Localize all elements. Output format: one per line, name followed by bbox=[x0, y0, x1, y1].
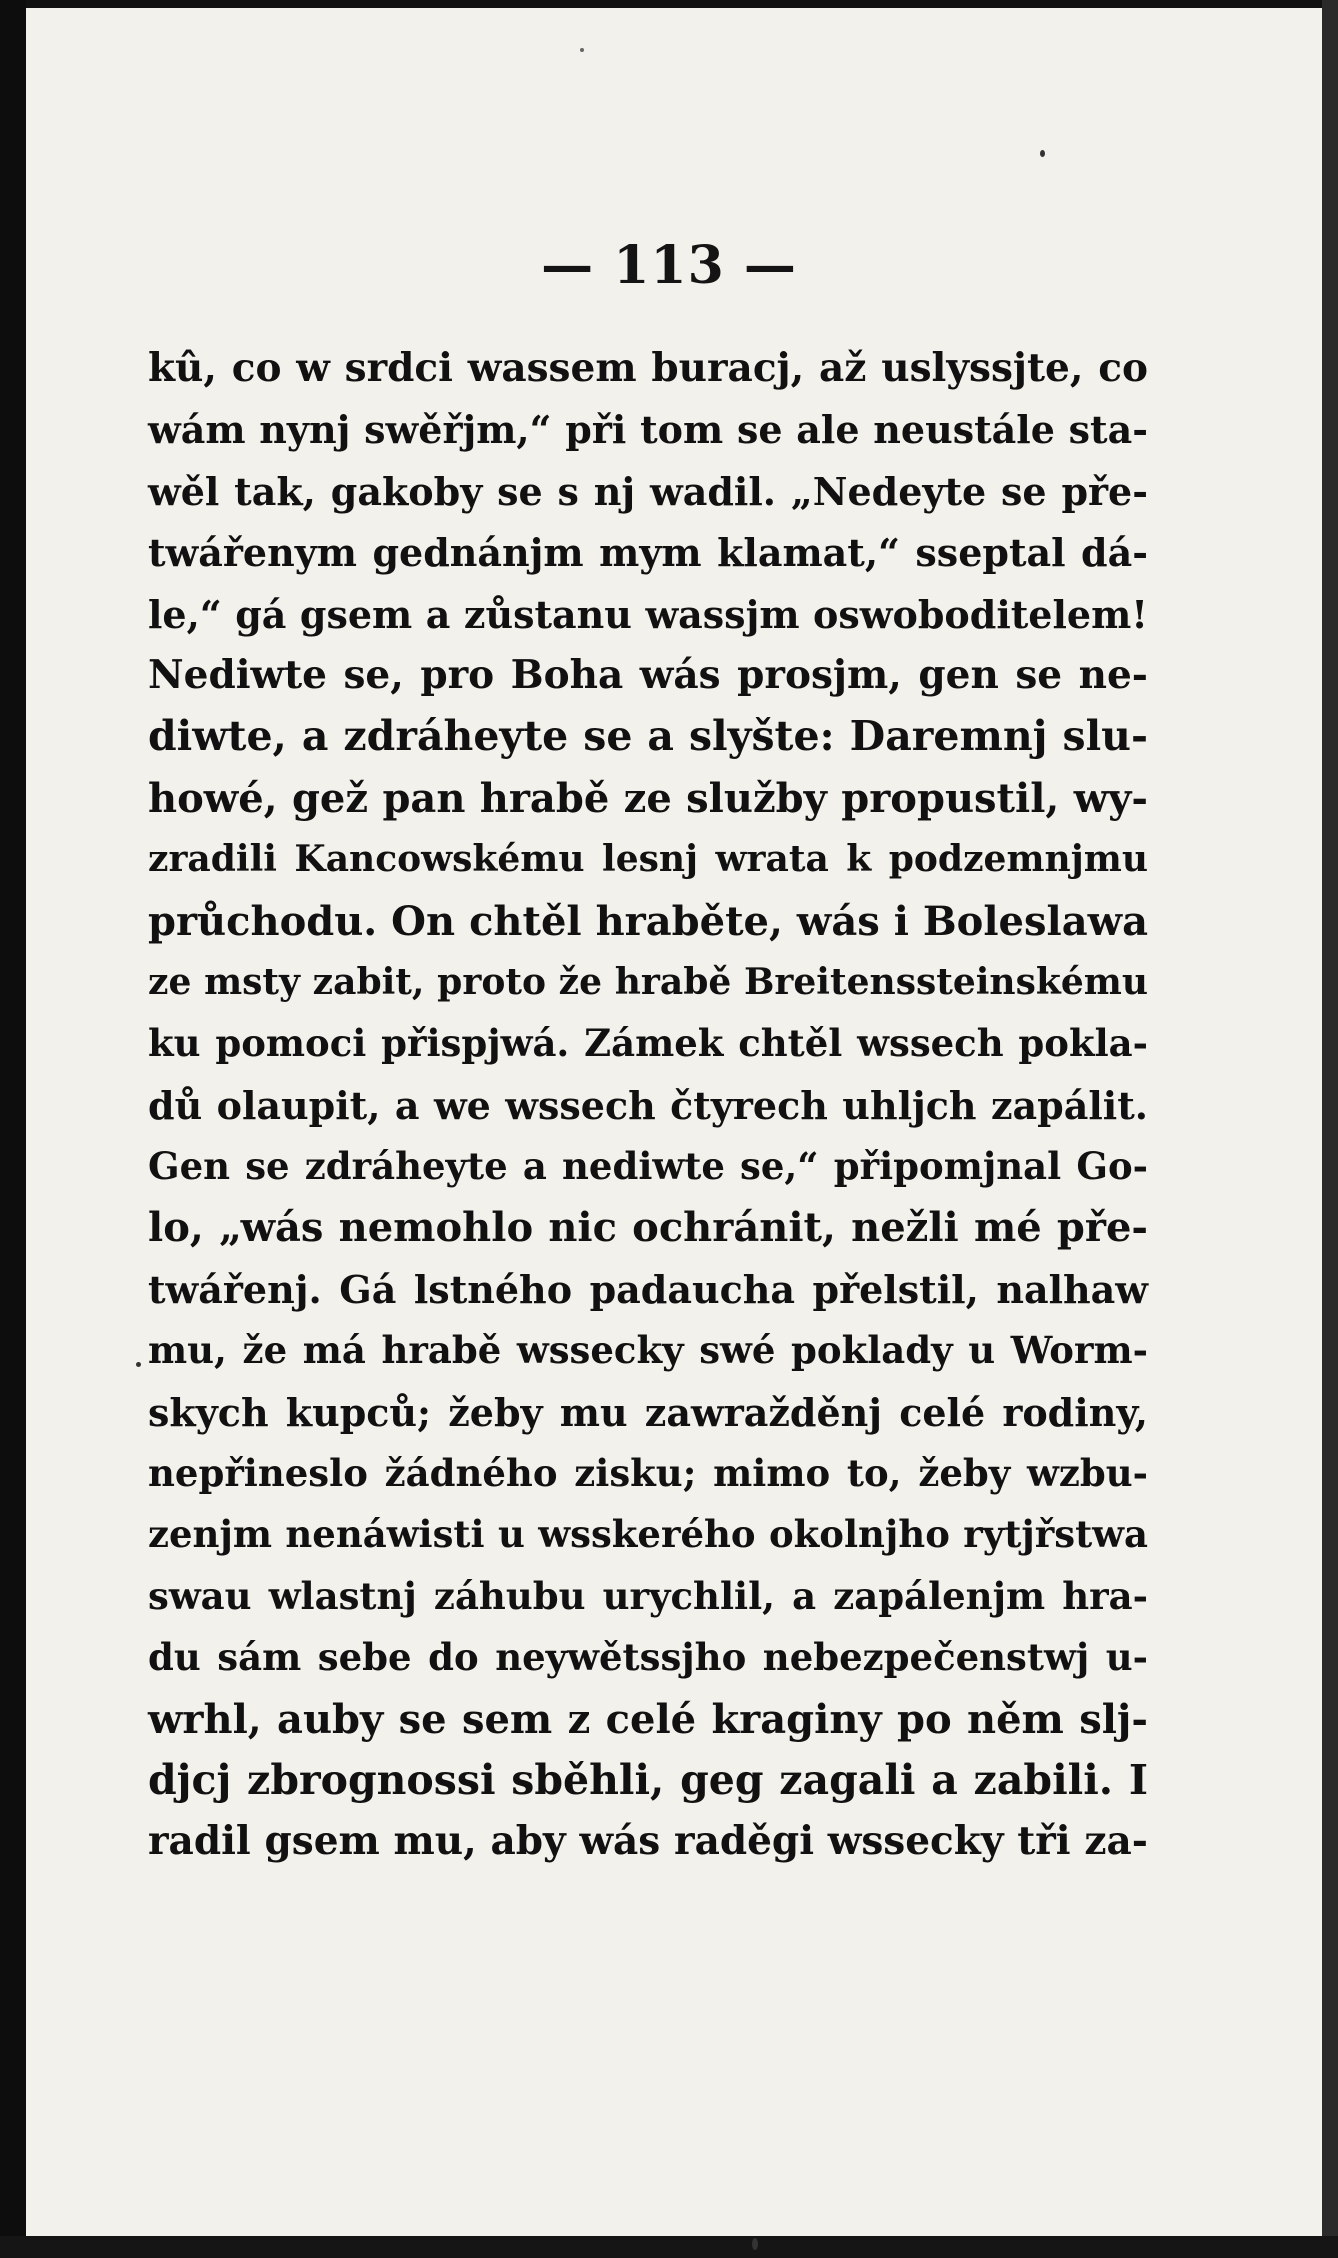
text-line: twářenj. Gá lstného padaucha přelstil, nalhaw bbox=[148, 1266, 1148, 1312]
text-line: wám nynj swěřjm,“ při tom se ale neustále sta- bbox=[148, 407, 1148, 453]
text-line: swau wlastnj záhubu urychlil, a zapálenjm hra- bbox=[148, 1573, 1148, 1618]
text-line: wrhl, auby se sem z celé kraginy po něm slj- bbox=[148, 1695, 1148, 1743]
text-line: wěl tak, gakoby se s nj wadil. „Nedeyte se pře- bbox=[148, 468, 1148, 514]
body-text bbox=[148, 338, 1148, 1873]
text-line: howé, gež pan hrabě ze služby propustil, wy- bbox=[148, 774, 1148, 822]
scan-speck bbox=[1040, 150, 1045, 157]
text-line: nepřineslo žádného zisku; mimo to, žeby wzbu- bbox=[148, 1451, 1148, 1496]
scan-border-bottom bbox=[0, 2236, 1338, 2258]
text-line: le,“ gá gsem a zůstanu wassjm oswoboditelem! bbox=[148, 591, 1148, 637]
scan-border-right bbox=[1322, 0, 1338, 2258]
text-line: dů olaupit, a we wssech čtyrech uhljch zapálit. bbox=[148, 1082, 1148, 1128]
text-line: kû, co w srdci wassem buracj, až uslyssjte, co bbox=[148, 345, 1148, 391]
text-line: skych kupců; žeby mu zawražděnj celé rodiny, bbox=[148, 1389, 1148, 1435]
text-line: diwte, a zdráheyte se a slyšte: Daremnj slu- bbox=[148, 712, 1148, 761]
page-number: — 113 — bbox=[541, 235, 797, 296]
text-line: průchodu. On chtěl hraběte, wás i Boleslawa bbox=[148, 897, 1148, 945]
scan-border-top bbox=[0, 0, 1338, 8]
text-line: du sám sebe do neywětssjho nebezpečenstwj u- bbox=[148, 1635, 1148, 1680]
text-line: radil gsem mu, aby wás raděgi wssecky tři za- bbox=[148, 1818, 1148, 1865]
text-line: ze msty zabit, proto že hrabě Breitenssteinskému bbox=[148, 960, 1148, 1003]
text-line: zradili Kancowskému lesnj wrata k podzemnjmu bbox=[148, 838, 1148, 881]
text-line: zenjm nenáwisti u wsskerého okolnjho rytjřstwa bbox=[148, 1512, 1148, 1557]
text-line: Gen se zdráheyte a nediwte se,“ připomjnal Go- bbox=[148, 1144, 1148, 1189]
text-line: Nediwte se, pro Boha wás prosjm, gen se ne- bbox=[148, 651, 1148, 698]
text-line: lo, „wás nemohlo nic ochránit, nežli mé pře- bbox=[148, 1204, 1148, 1252]
text-line: djcj zbrognossi sběhli, geg zagali a zabili. I bbox=[148, 1755, 1148, 1804]
scan-speck bbox=[136, 1362, 141, 1367]
scan-speck bbox=[580, 48, 584, 52]
scan-speck bbox=[752, 2238, 758, 2250]
text-line: mu, že má hrabě wssecky swé poklady u Worm- bbox=[148, 1328, 1148, 1373]
scan-border-left bbox=[0, 0, 26, 2258]
text-line: ku pomoci přispjwá. Zámek chtěl wssech pokla- bbox=[148, 1021, 1148, 1066]
text-line: twářenym gednánjm mym klamat,“ sseptal dá- bbox=[148, 530, 1148, 576]
